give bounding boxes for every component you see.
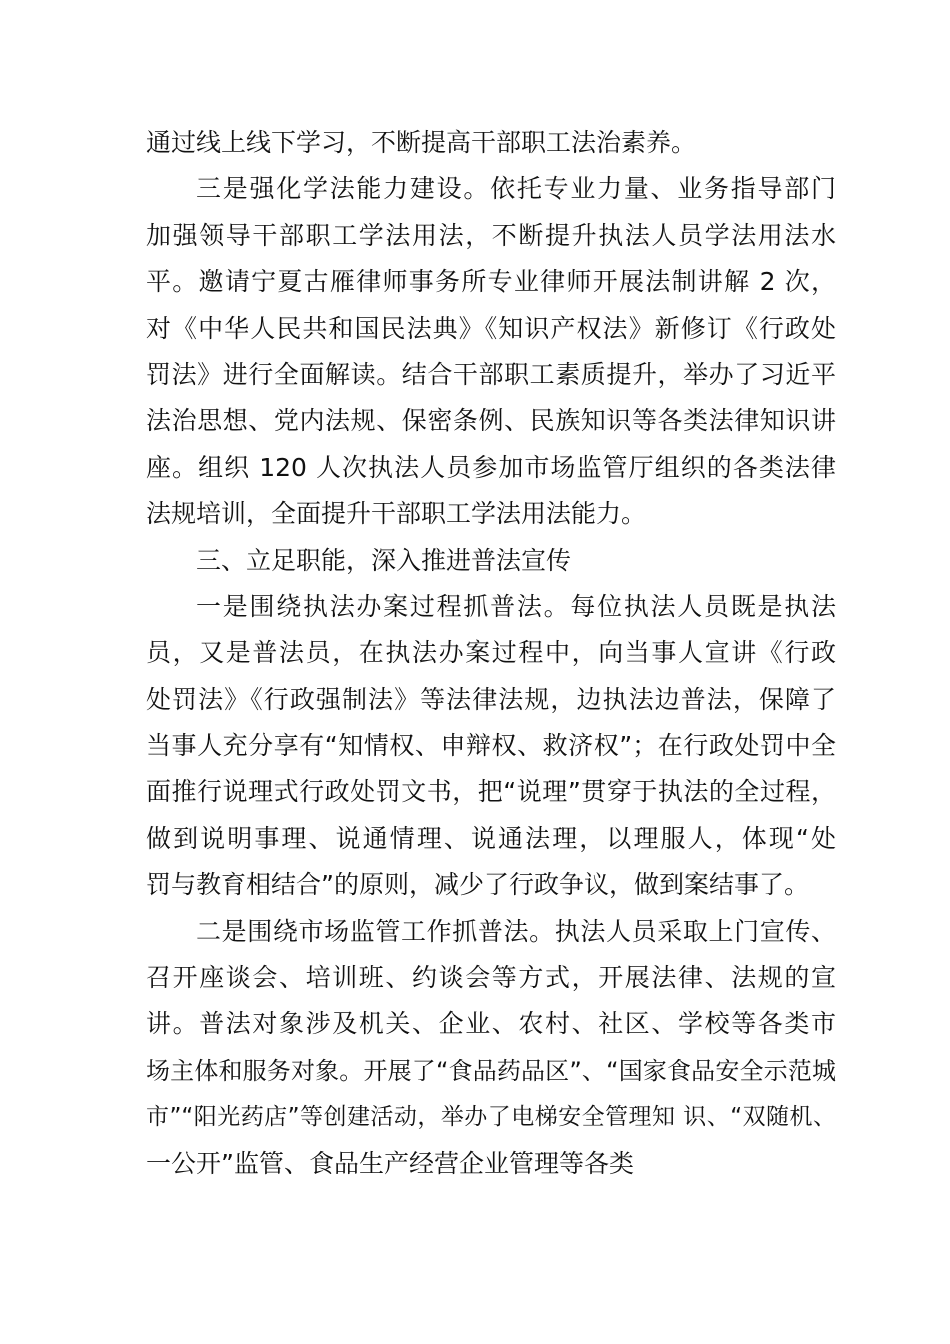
text-line: 三是强化学法能力建设。依托专业力量、业务指导部门 bbox=[196, 174, 836, 204]
text-line: 罚法》进行全面解读。结合干部职工素质提升，举办了习近平 bbox=[146, 359, 836, 389]
text-line: 罚与教育相结合”的原则，减少了行政争议，做到案结事了。 bbox=[146, 870, 809, 900]
text-line: 场主体和服务对象。开展了“食品药品区”、“国家食品安全示范城 bbox=[146, 1056, 836, 1085]
section-heading: 三、立足职能，深入推进普法宣传 bbox=[196, 545, 572, 575]
text-line: 讲。普法对象涉及机关、企业、农村、社区、学校等各类市 bbox=[146, 1009, 836, 1039]
text-line: 市”“阳光药店”等创建活动，举办了电梯安全管理知 识、“双随机、 bbox=[146, 1104, 836, 1131]
text-line: 员，又是普法员，在执法办案过程中，向当事人宣讲《行政 bbox=[146, 638, 836, 668]
text-line: 一是围绕执法办案过程抓普法。每位执法人员既是执法 bbox=[196, 591, 836, 621]
text-line: 二是围绕市场监管工作抓普法。执法人员采取上门宣传、 bbox=[196, 916, 836, 946]
text-line: 对《中华人民共和国民法典》《知识产权法》新修订《行政处 bbox=[146, 313, 836, 343]
text-line: 面推行说理式行政处罚文书，把“说理”贯穿于执法的全过程， bbox=[146, 777, 836, 807]
text-line: 平。邀请宁夏古雁律师事务所专业律师开展法制讲解 2 次， bbox=[146, 267, 836, 297]
text-line: 加强领导干部职工学法用法，不断提升执法人员学法用法水 bbox=[146, 220, 836, 250]
text-line: 一公开”监管、食品生产经营企业管理等各类 bbox=[146, 1148, 634, 1178]
text-line: 做到说明事理、说通情理、说通法理，以理服人，体现“处 bbox=[146, 823, 836, 853]
text-line: 处罚法》《行政强制法》等法律法规，边执法边普法，保障了 bbox=[146, 684, 836, 714]
text-line: 通过线上线下学习，不断提高干部职工法治素养。 bbox=[146, 128, 697, 157]
text-line: 召开座谈会、培训班、约谈会等方式，开展法律、法规的宣 bbox=[146, 963, 836, 993]
text-line: 法规培训，全面提升干部职工学法用法能力。 bbox=[146, 499, 647, 529]
text-line: 当事人充分享有“知情权、申辩权、救济权”；在行政处罚中全 bbox=[146, 731, 836, 761]
text-line: 法治思想、党内法规、保密条例、民族知识等各类法律知识讲 bbox=[146, 406, 836, 436]
document-body bbox=[146, 120, 836, 1187]
text-line: 座。组织 120 人次执法人员参加市场监管厅组织的各类法律 bbox=[146, 452, 836, 482]
